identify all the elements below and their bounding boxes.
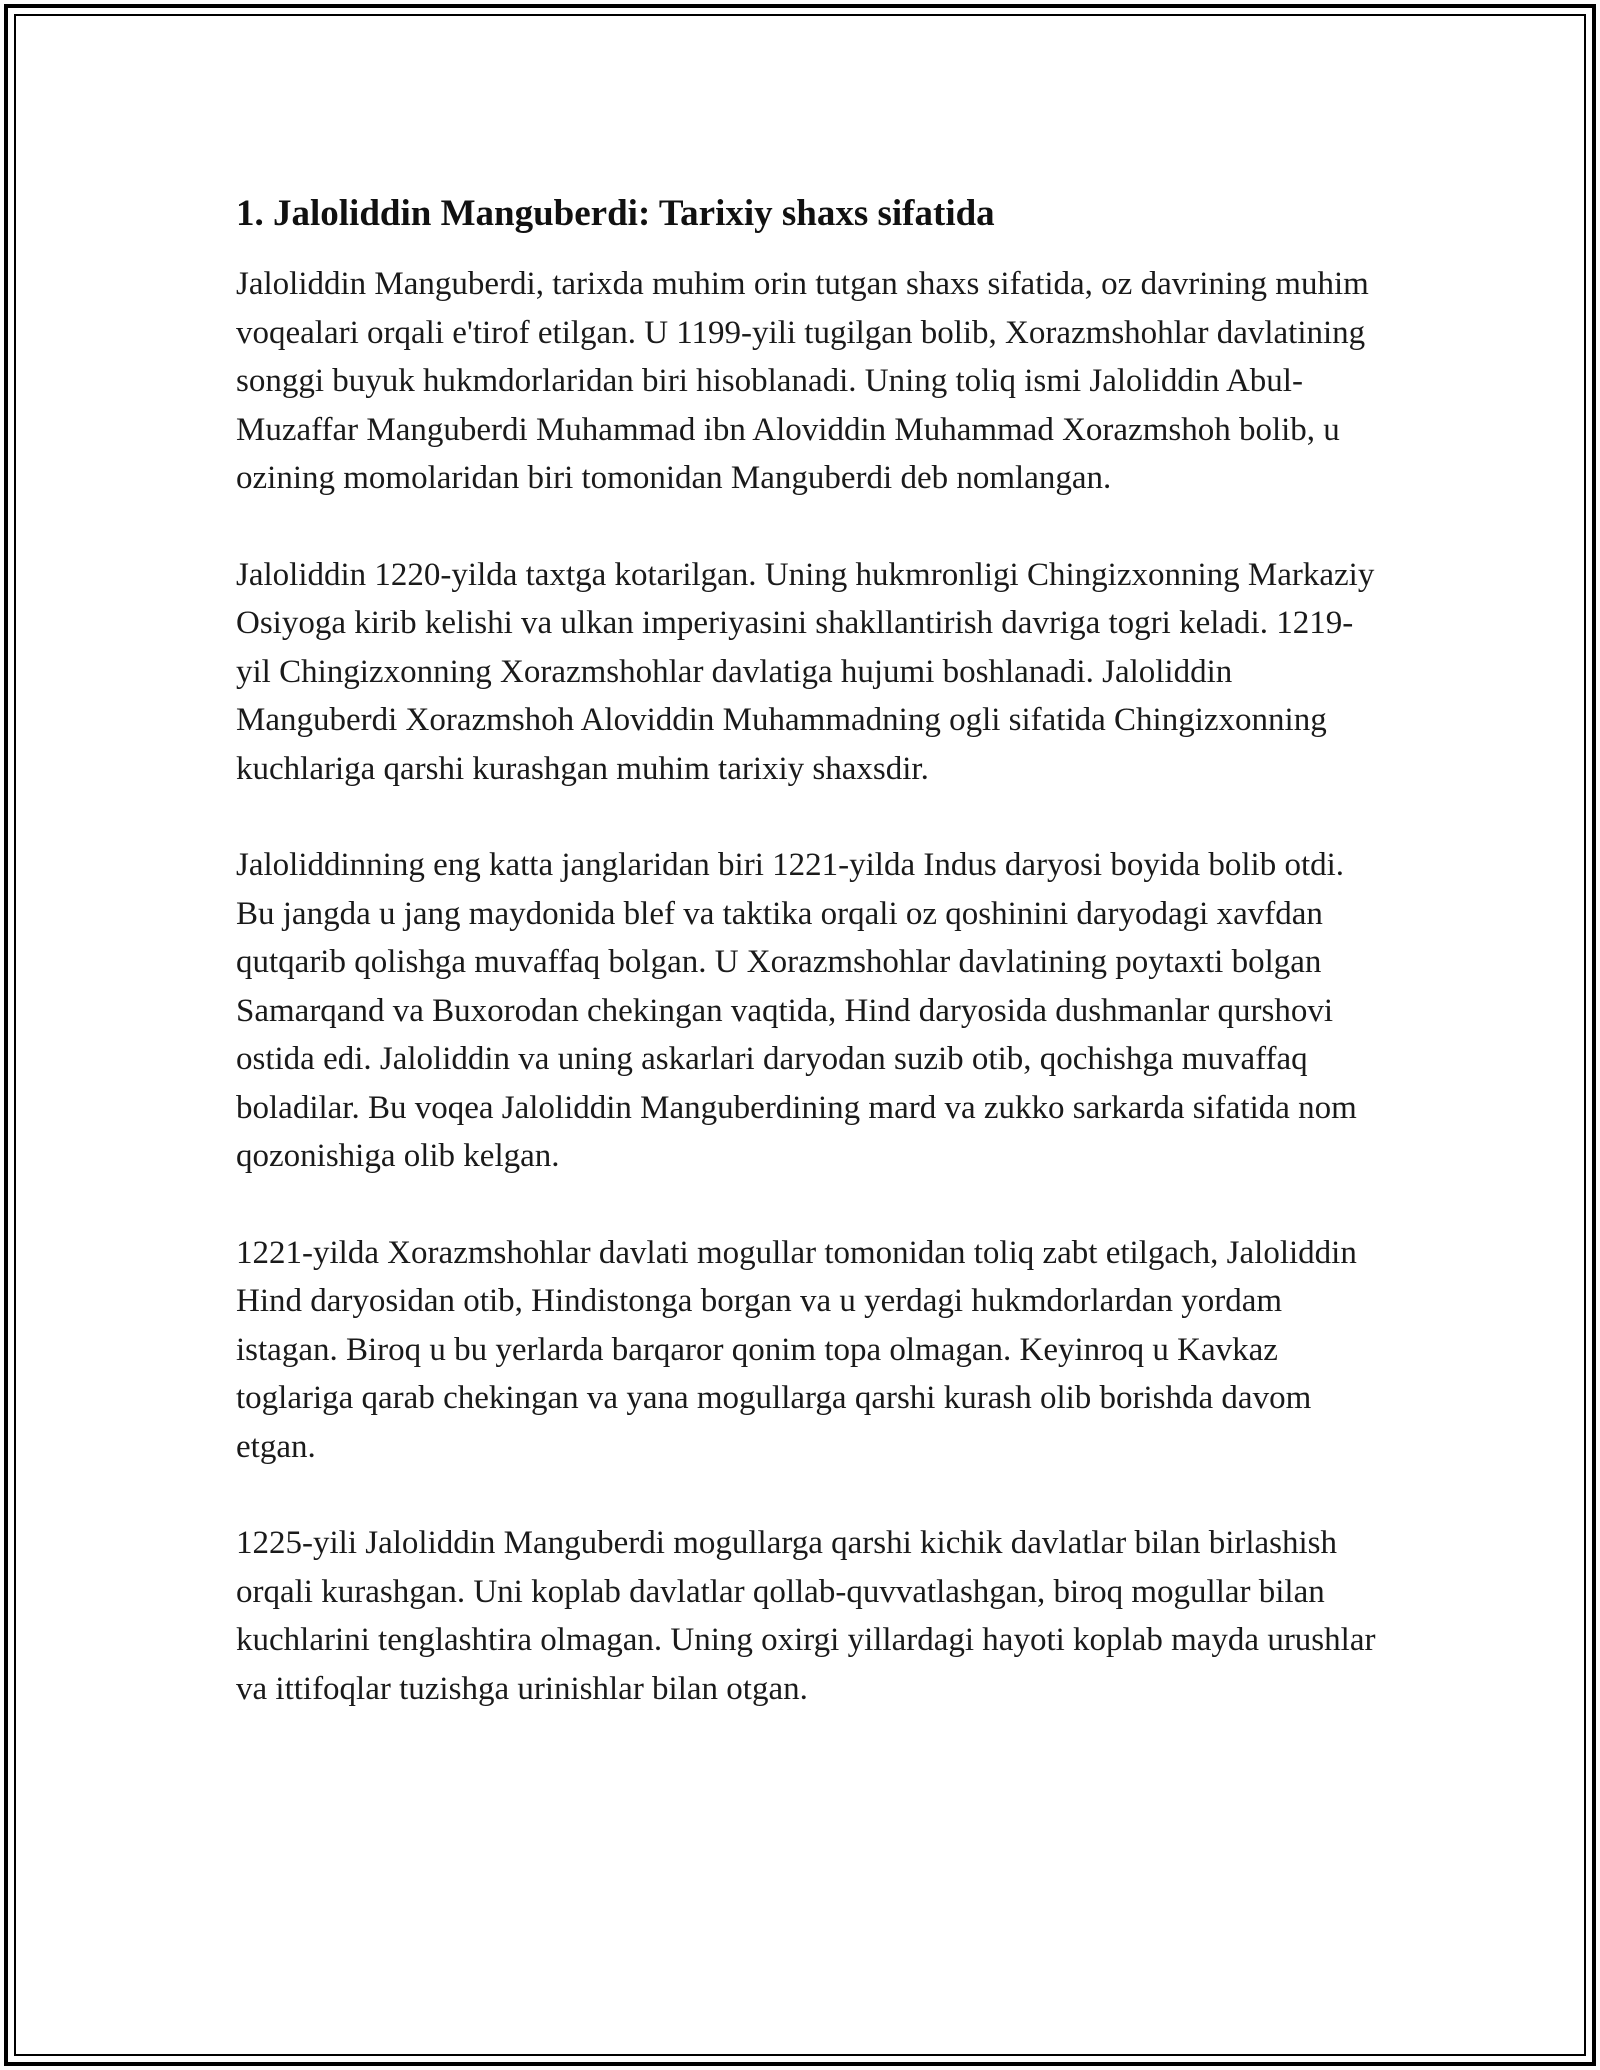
paragraph-2: Jaloliddin 1220-yilda taxtga kotarilgan. Uning hukmronligi Chingizxonning Markaziy Osiyoga kirib kelishi va ulkan imperiyasini shakllantirish davriga togri keladi. 1219-yil Chingizxonning Xorazmshohlar davlatiga hujumi boshlanadi. Jaloliddin Manguberdi Xorazmshoh Aloviddin Muhammadning ogli sifatida Chingizxonning kuchlariga qarshi kurashgan muhim tarixiy shaxsdir.	[236, 556, 1375, 787]
paragraph-1: Jaloliddin Manguberdi, tarixda muhim orin tutgan shaxs sifatida, oz davrining muhim voqealari orqali e'tirof etilgan. U 1199-yili tugilgan bolib, Xorazmshohlar davlatining songgi buyuk hukmdorlaridan biri hisoblanadi. Uning toliq ismi Jaloliddin Abul-Muzaffar Manguberdi Muhammad ibn Aloviddin Muhammad Xorazmshoh bolib, u ozining momolaridan biri tomonidan Manguberdi deb nomlangan.	[236, 266, 1369, 496]
paragraph-5: 1225-yili Jaloliddin Manguberdi mogullarga qarshi kichik davlatlar bilan birlashish orqali kurashgan. Uni koplab davlatlar qollab-quvvatlashgan, biroq mogullar bilan kuchlarini tenglashtira olmagan. Uning oxirgi yillardagi hayoti koplab mayda urushlar va ittifoqlar tuzishga urinishlar bilan otgan.	[236, 1525, 1376, 1707]
section-heading: 1. Jaloliddin Manguberdi: Tarixiy shaxs sifatida	[236, 193, 995, 234]
paragraph-4: 1221-yilda Xorazmshohlar davlati mogullar tomonidan toliq zabt etilgach, Jaloliddin Hind daryosidan otib, Hindistonga borgan va u yerdagi hukmdorlardan yordam istagan. Biroq u bu yerlarda barqaror qonim topa olmagan. Keyinroq u Kavkaz toglariga qarab chekingan va yana mogullarga qarshi kurash olib borishda davom etgan.	[236, 1234, 1357, 1465]
document-body	[236, 190, 1386, 1761]
paragraph-3: Jaloliddinning eng katta janglaridan biri 1221-yilda Indus daryosi boyida bolib otdi. Bu jangda u jang maydonida blef va taktika orqali oz qoshinini daryodagi xavfdan qutqarib qolishga muvaffaq bolgan. U Xorazmshohlar davlatining poytaxti bolgan Samarqand va Buxorodan chekingan vaqtida, Hind daryosida dushmanlar qurshovi ostida edi. Jaloliddin va uning askarlari daryodan suzib otib, qochishga muvaffaq boladilar. Bu voqea Jaloliddin Manguberdining mard va zukko sarkarda sifatida nom qozonishiga olib kelgan.	[236, 847, 1357, 1174]
